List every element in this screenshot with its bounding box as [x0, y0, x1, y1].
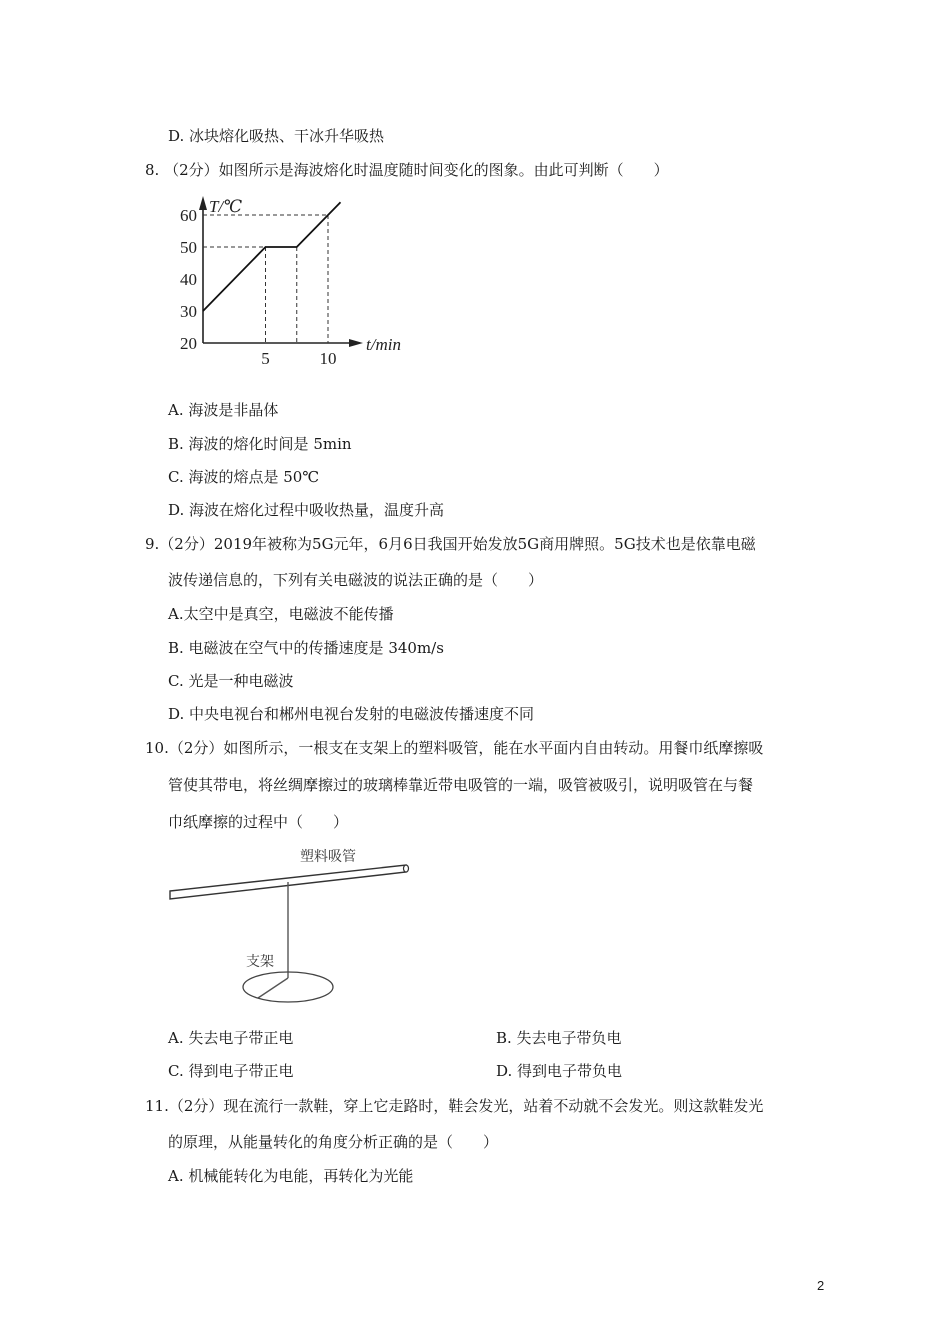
y-tick-label-20: 20 [180, 334, 197, 353]
q8-option-d: D. 海波在熔化过程中吸收热量，温度升高 [168, 501, 445, 519]
q9-option-c: C. 光是一种电磁波 [168, 672, 294, 690]
x-tick-label-5: 5 [261, 349, 270, 368]
q9-option-b: B. 电磁波在空气中的传播速度是 340m/s [168, 639, 444, 657]
q8-melting-chart [165, 192, 425, 372]
q10-option-b: B. 失去电子带负电 [496, 1029, 622, 1047]
x-tick-label-10: 10 [319, 349, 337, 368]
y-tick-label-60: 60 [180, 206, 197, 225]
q8-option-c: C. 海波的熔点是 50℃ [168, 468, 320, 486]
q8-option-a: A. 海波是非晶体 [168, 401, 279, 419]
q11-option-a: A. 机械能转化为电能，再转化为光能 [168, 1167, 414, 1185]
stand [243, 882, 333, 1002]
q10-option-c: C. 得到电子带正电 [168, 1062, 294, 1080]
q10-stem-line2: 管使其带电，将丝绸摩擦过的玻璃棒靠近带电吸管的一端，吸管被吸引，说明吸管在与餐 [168, 776, 754, 794]
q8-stem: 8. （2分）如图所示是海波熔化时温度随时间变化的图象。由此可判断（ ） [145, 161, 669, 179]
straw-label: 塑料吸管 [300, 850, 356, 865]
q9-stem-line1: 9.（2分）2019年被称为5G元年，6月6日我国开始发放5G商用牌照。5G技术也是依靠电磁 [145, 535, 756, 553]
y-tick-label-50: 50 [180, 238, 197, 257]
stand-label: 支架 [246, 955, 274, 970]
y-tick-label-40: 40 [180, 270, 197, 289]
x-axis-label: t/min [366, 335, 401, 354]
q10-stem-line1: 10.（2分）如图所示，一根支在支架上的塑料吸管，能在水平面内自由转动。用餐巾纸摩擦吸 [145, 739, 764, 757]
y-axis-arrow [199, 196, 207, 210]
q11-stem-line1: 11.（2分）现在流行一款鞋，穿上它走路时，鞋会发光，站着不动就不会发光。则这款鞋发光 [145, 1097, 764, 1115]
y-axis-label: T/℃ [209, 197, 243, 216]
page-number: 2 [817, 1278, 825, 1293]
q7-option-d: D. 冰块熔化吸热、干冰升华吸热 [168, 127, 385, 145]
x-axis-arrow [349, 339, 363, 347]
plastic-straw [170, 865, 409, 899]
q10-option-a: A. 失去电子带正电 [168, 1029, 294, 1047]
q11-stem-line2: 的原理，从能量转化的角度分析正确的是（ ） [168, 1133, 499, 1151]
q10-straw-figure [163, 838, 423, 1018]
q9-stem-line2: 波传递信息的，下列有关电磁波的说法正确的是（ ） [168, 571, 544, 589]
q10-stem-line3: 巾纸摩擦的过程中（ ） [168, 813, 349, 831]
melting-curve-line [203, 202, 341, 311]
q10-option-d: D. 得到电子带负电 [496, 1062, 623, 1080]
y-tick-label-30: 30 [180, 302, 197, 321]
q8-option-b: B. 海波的熔化时间是 5min [168, 435, 352, 453]
q9-option-a: A.太空中是真空，电磁波不能传播 [168, 605, 394, 623]
q9-option-d: D. 中央电视台和郴州电视台发射的电磁波传播速度不同 [168, 705, 535, 723]
